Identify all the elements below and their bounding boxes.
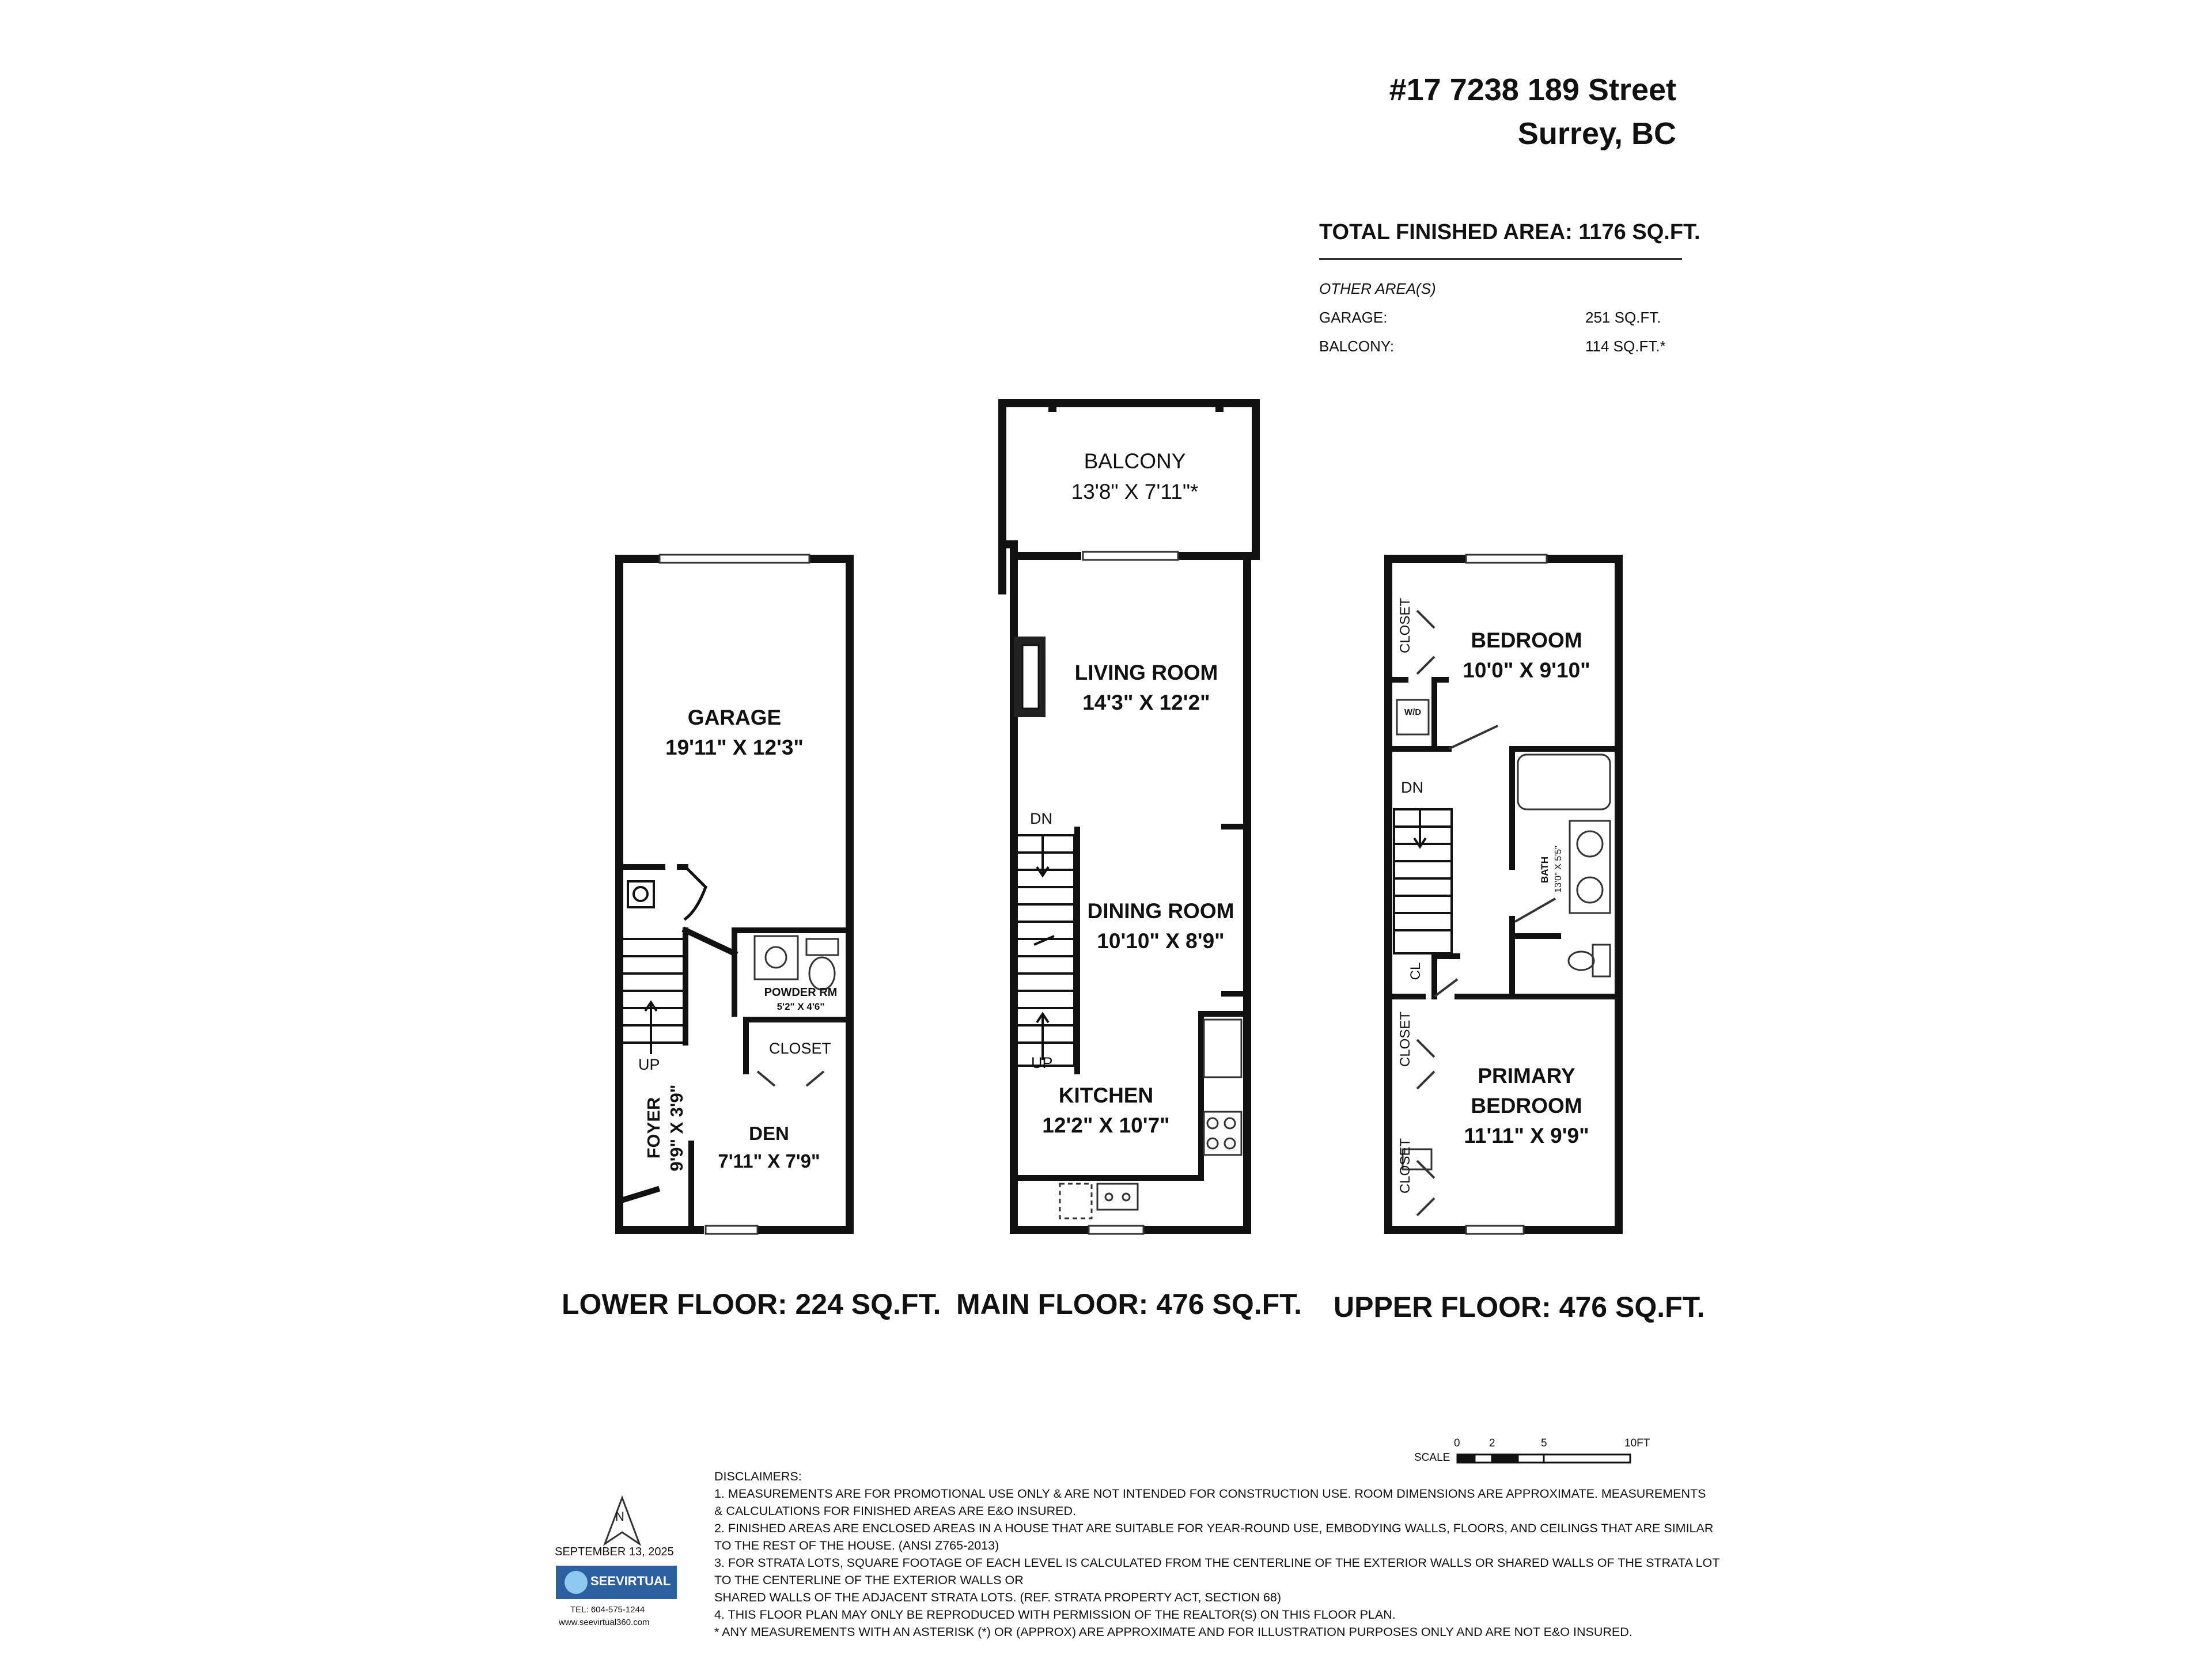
disclaimer-line: DISCLAIMERS:: [714, 1469, 802, 1483]
other-area-label: BALCONY:: [1319, 338, 1395, 355]
upper-floor-label: UPPER FLOOR: 476 SQ.FT.: [1334, 1291, 1705, 1323]
closet-label: CLOSET: [769, 1040, 832, 1057]
living-room-name: LIVING ROOM: [1074, 661, 1218, 684]
plan-date: SEPTEMBER 13, 2025: [555, 1546, 674, 1558]
upper-interior-walls: [1388, 680, 1619, 997]
disclaimer-line: 1. MEASUREMENTS ARE FOR PROMOTIONAL USE ONLY & ARE NOT INTENDED FOR CONSTRUCTION USE. ROOM DIMENSIONS ARE APPROXIMATE. MEASUREMENTS: [714, 1487, 1706, 1501]
primary-bedroom-name-2: BEDROOM: [1471, 1094, 1582, 1118]
closet-label: CLOSET: [1397, 1138, 1413, 1194]
disclaimer-line: 4. THIS FLOOR PLAN MAY ONLY BE REPRODUCED WITH PERMISSION OF THE REALTOR(S) ON THIS FLOOR PLAN.: [714, 1608, 1396, 1622]
dining-room-name: DINING ROOM: [1087, 899, 1234, 923]
other-areas-title: OTHER AREA(S): [1319, 280, 1436, 297]
disclaimer-line: SHARED WALLS OF THE ADJACENT STRATA LOTS. (REF. STRATA PROPERTY ACT, SECTION 68): [714, 1590, 1282, 1604]
bedroom-dims: 10'0" X 9'10": [1463, 658, 1590, 682]
disclaimers: [714, 1468, 1720, 1641]
bath-dims: 13'0" X 5'5": [1554, 846, 1563, 893]
balcony-dims: 13'8" X 7'11"*: [1071, 480, 1199, 503]
powder-room-name: POWDER RM: [764, 986, 838, 999]
upper-stairs: [1394, 809, 1452, 953]
up-label: UP: [1031, 1054, 1053, 1071]
primary-bedroom-dims: 11'11" X 9'9": [1464, 1124, 1589, 1147]
den-name: DEN: [749, 1123, 789, 1144]
balcony-name: BALCONY: [1084, 449, 1186, 473]
kitchen-name: KITCHEN: [1058, 1084, 1154, 1107]
brand-logo: SEEVIRTUAL: [590, 1574, 671, 1588]
garage-door-swing: [685, 867, 706, 919]
bath-name: BATH: [1539, 857, 1550, 883]
other-area-value: 114 SQ.FT.*: [1585, 338, 1666, 355]
other-area-value: 251 SQ.FT.: [1585, 309, 1661, 326]
garage-dims: 19'11" X 12'3": [665, 736, 804, 759]
foyer-dims: 9'9" X 3'9": [666, 1084, 687, 1172]
website: www.seevirtual360.com: [559, 1618, 650, 1627]
scale-tick: 0: [1454, 1437, 1460, 1449]
powder-room-dims: 5'2" X 4'6": [777, 1001, 825, 1012]
scale-tick: 2: [1489, 1437, 1495, 1449]
phone: TEL: 604-575-1244: [570, 1605, 645, 1615]
main-floor-label: MAIN FLOOR: 476 SQ.FT.: [956, 1288, 1302, 1320]
lower-stairs: [622, 881, 685, 1054]
kitchen-dims: 12'2" X 10'7": [1042, 1113, 1170, 1137]
dn-label: DN: [1401, 779, 1423, 796]
disclaimer-line: * ANY MEASUREMENTS WITH AN ASTERISK (*) OR (APPROX) ARE APPROXIMATE AND FOR ILLUSTRATION PURPOSES ONLY AND ARE NOT E&O INSURED.: [714, 1625, 1633, 1639]
main-stairs: [1017, 835, 1074, 1066]
lower-floor-label: LOWER FLOOR: 224 SQ.FT.: [562, 1288, 941, 1320]
disclaimer-line: TO THE CENTERLINE OF THE EXTERIOR WALLS OR: [714, 1573, 1024, 1587]
disclaimer-line: 2. FINISHED AREAS ARE ENCLOSED AREAS IN A HOUSE THAT ARE SUITABLE FOR YEAR-ROUND USE, EMBODYING WALLS, FLOORS, AND CEILINGS THAT ARE SIMILAR: [714, 1521, 1714, 1535]
address-line-2: Surrey, BC: [1517, 116, 1676, 151]
total-finished-area: TOTAL FINISHED AREA: 1176 SQ.FT.: [1319, 220, 1700, 244]
disclaimer-line: 3. FOR STRATA LOTS, SQUARE FOOTAGE OF EACH LEVEL IS CALCULATED FROM THE CENTERLINE OF THE EXTERIOR WALLS OR SHARED WALLS OF THE STRATA LOT: [714, 1556, 1720, 1570]
dn-label: DN: [1030, 810, 1052, 827]
scale-bar: [1457, 1455, 1630, 1463]
closet-label: CLOSET: [1397, 597, 1413, 654]
dining-room-dims: 10'10" X 8'9": [1097, 929, 1225, 953]
north-label: N: [615, 1509, 624, 1524]
foyer-name: FOYER: [643, 1097, 664, 1159]
scale-label: SCALE: [1414, 1452, 1450, 1464]
washer-dryer-label: W/D: [1404, 707, 1422, 717]
bedroom-name: BEDROOM: [1471, 628, 1582, 652]
living-room-dims: 14'3" X 12'2": [1082, 691, 1210, 714]
closet-label: CLOSET: [1397, 1011, 1413, 1067]
divider: [1319, 258, 1682, 260]
den-dims: 7'11" X 7'9": [718, 1150, 820, 1172]
cl-label: CL: [1408, 962, 1423, 980]
up-label: UP: [638, 1056, 660, 1073]
disclaimer-line: & CALCULATIONS FOR FINISHED AREAS ARE E&O INSURED.: [714, 1504, 1077, 1518]
scale-tick: 5: [1541, 1437, 1547, 1449]
address-line-1: #17 7238 189 Street: [1389, 73, 1676, 107]
primary-bedroom-name: PRIMARY: [1478, 1064, 1575, 1088]
scale-tick: 10FT: [1624, 1437, 1650, 1449]
garage-name: GARAGE: [687, 706, 782, 729]
other-area-label: GARAGE:: [1319, 309, 1388, 326]
disclaimer-line: TO THE REST OF THE HOUSE. (ANSI Z765-2013): [714, 1539, 999, 1552]
